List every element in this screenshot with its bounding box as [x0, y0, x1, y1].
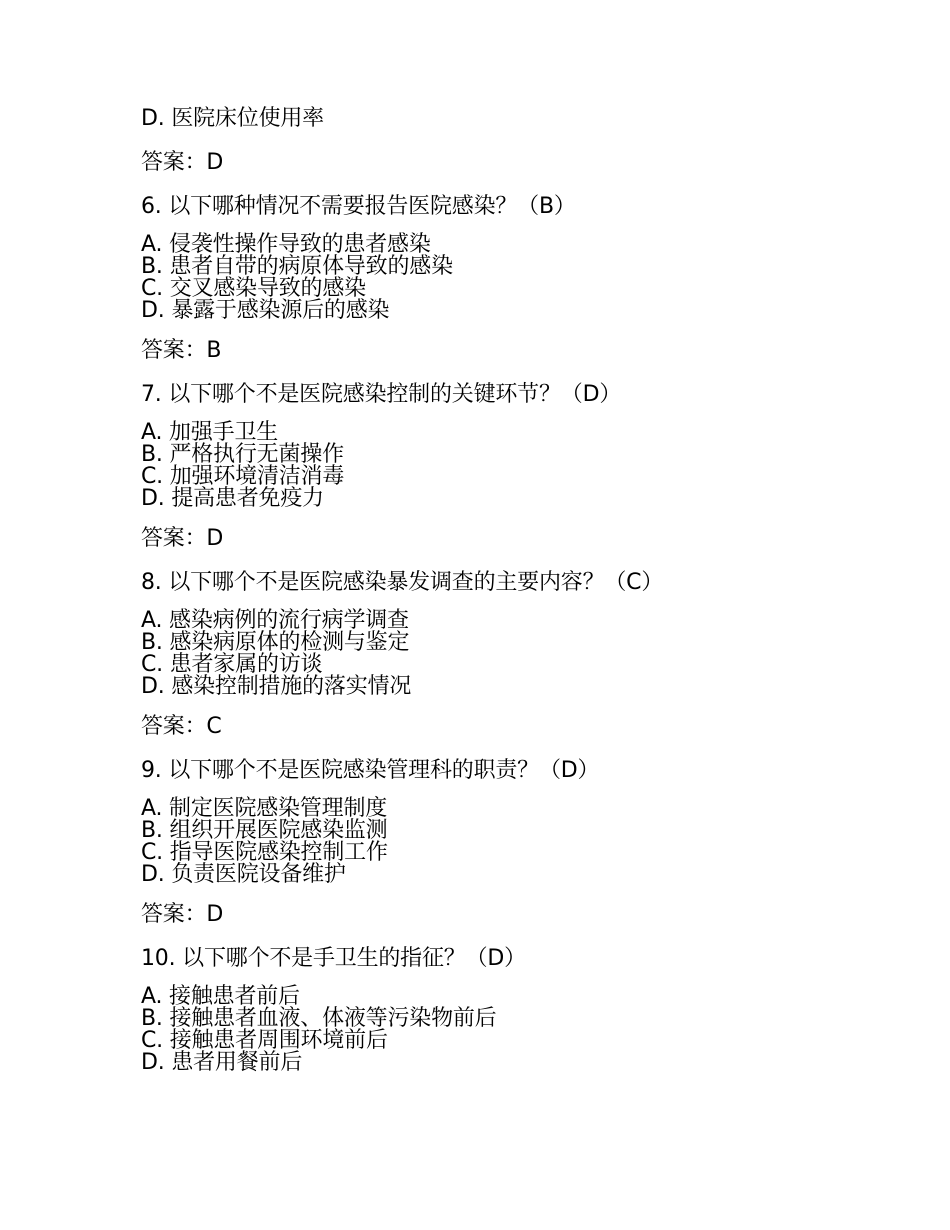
question-9-option-d: D. 负责医院设备维护	[141, 862, 346, 887]
question-10: 10. 以下哪个不是手卫生的指征？（D）	[141, 946, 526, 971]
question-7: 7. 以下哪个不是医院感染控制的关键环节？（D）	[141, 382, 622, 407]
question-8-options	[141, 610, 901, 698]
question-7-option-a: A. 加强手卫生	[141, 420, 279, 445]
question-10-option-b: B. 接触患者血液、体液等污染物前后	[141, 1006, 497, 1031]
question-8-answer: 答案：C	[141, 714, 222, 739]
question-6-answer: 答案：B	[141, 338, 222, 363]
document-content	[141, 104, 901, 1074]
question-10-options	[141, 986, 901, 1074]
question-6-option-b: B. 患者自带的病原体导致的感染	[141, 254, 453, 279]
previous-question-option-d: D. 医院床位使用率	[141, 106, 324, 131]
question-9-option-a: A. 制定医院感染管理制度	[141, 796, 388, 821]
question-10-option-d: D. 患者用餐前后	[141, 1050, 303, 1075]
question-8-option-d: D. 感染控制措施的落实情况	[141, 674, 412, 699]
question-6: 6. 以下哪种情况不需要报告医院感染？（B）	[141, 194, 576, 219]
question-10-option-c: C. 接触患者周围环境前后	[141, 1028, 388, 1053]
question-7-options	[141, 422, 901, 510]
question-10-option-a: A. 接触患者前后	[141, 984, 300, 1009]
question-9: 9. 以下哪个不是医院感染管理科的职责？（D）	[141, 758, 600, 783]
question-6-option-c: C. 交叉感染导致的感染	[141, 276, 366, 301]
question-8-option-b: B. 感染病原体的检测与鉴定	[141, 630, 410, 655]
question-9-options	[141, 798, 901, 886]
question-8-option-c: C. 患者家属的访谈	[141, 652, 323, 677]
question-8-option-a: A. 感染病例的流行病学调查	[141, 608, 409, 633]
question-7-option-c: C. 加强环境清洁消毒	[141, 464, 345, 489]
question-7-option-b: B. 严格执行无菌操作	[141, 442, 344, 467]
question-9-option-b: B. 组织开展医院感染监测	[141, 818, 388, 843]
question-7-option-d: D. 提高患者免疫力	[141, 486, 324, 511]
question-9-answer: 答案：D	[141, 902, 224, 927]
question-9-option-c: C. 指导医院感染控制工作	[141, 840, 388, 865]
question-8: 8. 以下哪个不是医院感染暴发调查的主要内容？（C）	[141, 570, 664, 595]
question-6-option-d: D. 暴露于感染源后的感染	[141, 298, 390, 323]
question-6-options	[141, 234, 901, 322]
question-7-answer: 答案：D	[141, 526, 224, 551]
question-6-option-a: A. 侵袭性操作导致的患者感染	[141, 232, 431, 257]
previous-question-answer: 答案：D	[141, 150, 224, 175]
